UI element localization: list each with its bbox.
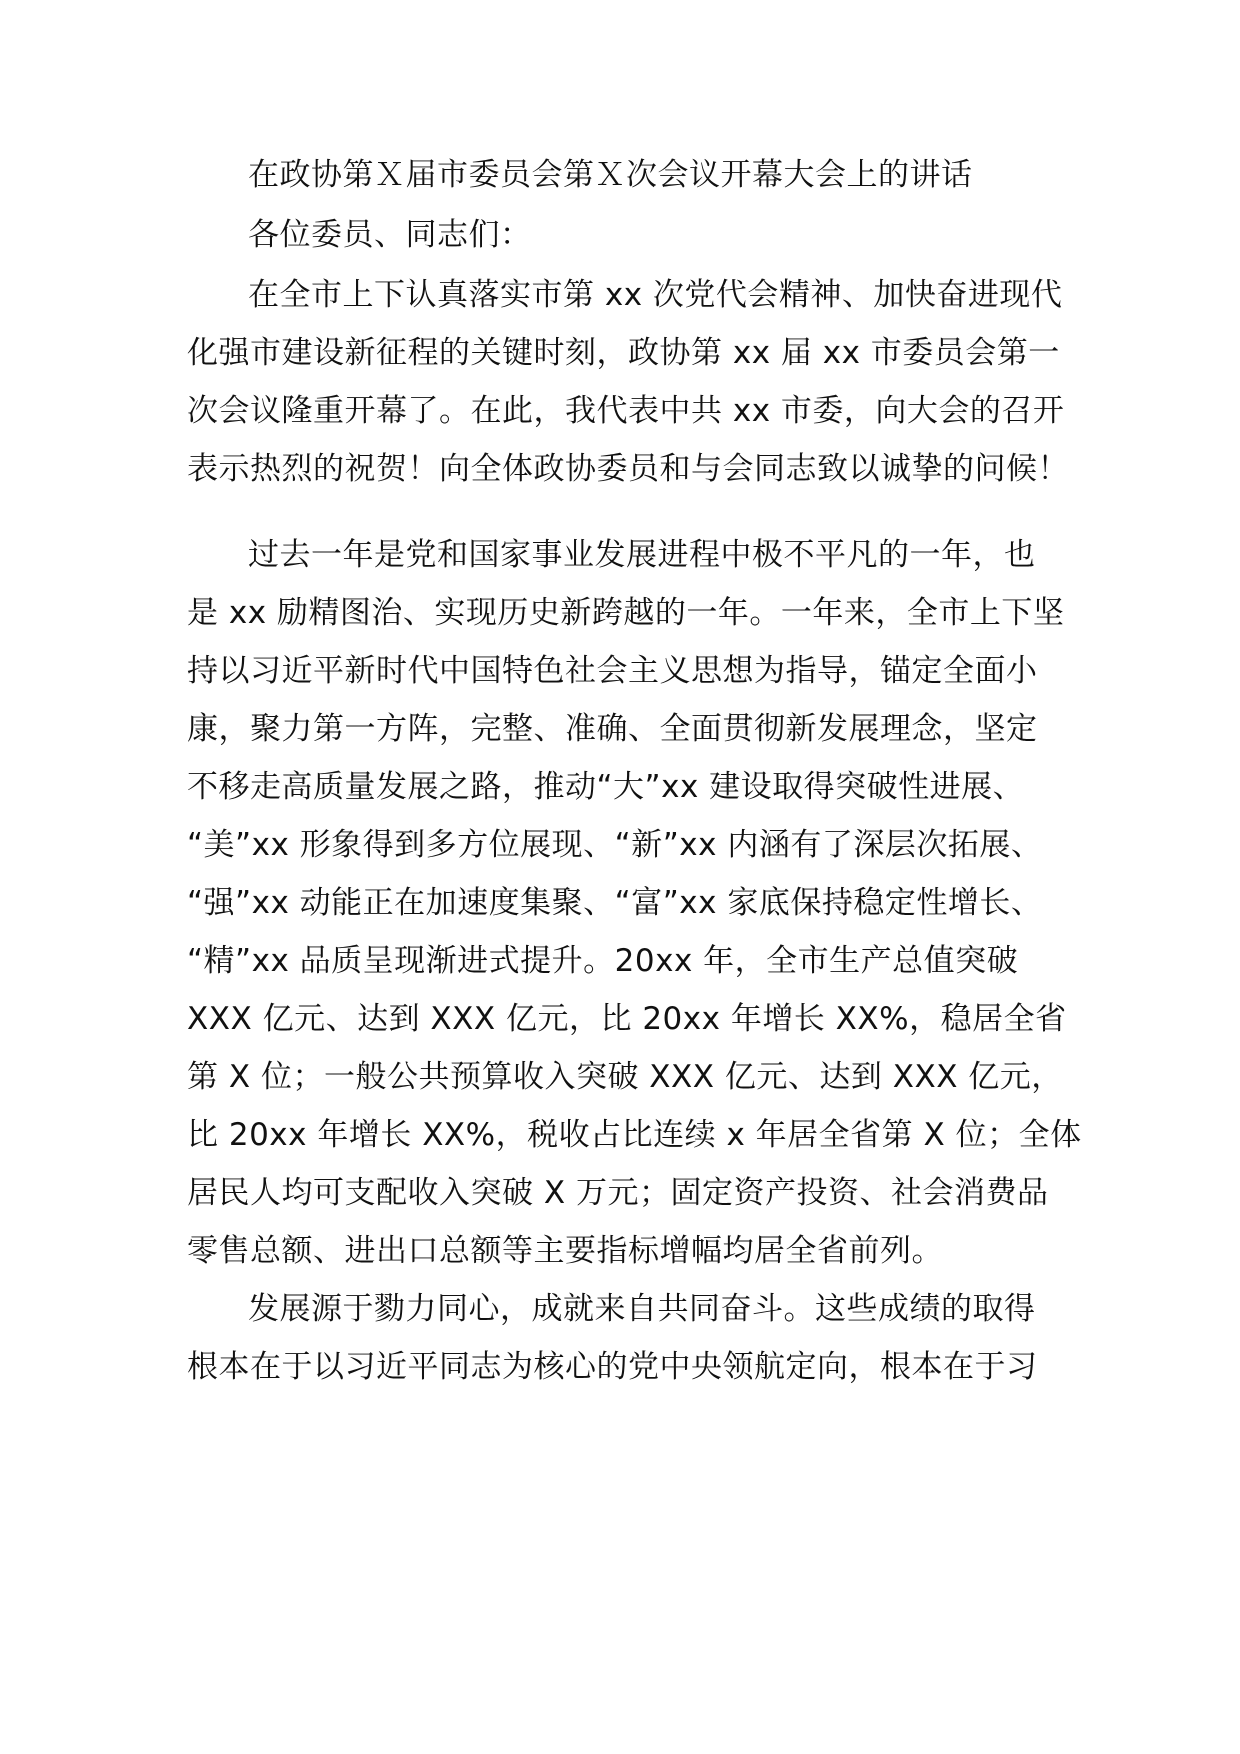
paragraph-2-line-6: “美”xx 形象得到多方位展现、“新”xx 内涵有了深层次拓展、	[187, 827, 1043, 863]
paragraph-2-line-2: 是 xx 励精图治、实现历史新跨越的一年。一年来，全市上下坚	[187, 595, 1065, 631]
paragraph-2-line-11: 比 20xx 年增长 XX%，税收占比连续 x 年居全省第 X 位；全体	[187, 1117, 1082, 1153]
paragraph-2-line-9: XXX 亿元、达到 XXX 亿元，比 20xx 年增长 XX%，稳居全省	[187, 1001, 1067, 1037]
paragraph-2-line-1: 过去一年是党和国家事业发展进程中极不平凡的一年，也	[248, 537, 1036, 573]
paragraph-2-line-4: 康，聚力第一方阵，完整、准确、全面贯彻新发展理念，坚定	[187, 711, 1038, 747]
document-title: 在政协第Ｘ届市委员会第Ｘ次会议开幕大会上的讲话	[248, 157, 973, 193]
paragraph-1-line-3: 次会议隆重开幕了。在此，我代表中共 xx 市委，向大会的召开	[187, 393, 1065, 429]
paragraph-2-line-12: 居民人均可支配收入突破 X 万元；固定资产投资、社会消费品	[187, 1175, 1049, 1211]
paragraph-2-line-7: “强”xx 动能正在加速度集聚、“富”xx 家底保持稳定性增长、	[187, 885, 1043, 921]
paragraph-3-line-2: 根本在于以习近平同志为核心的党中央领航定向，根本在于习	[187, 1349, 1038, 1385]
paragraph-2-line-10: 第 X 位；一般公共预算收入突破 XXX 亿元、达到 XXX 亿元，	[187, 1059, 1063, 1095]
paragraph-2-line-13: 零售总额、进出口总额等主要指标增幅均居全省前列。	[187, 1233, 943, 1269]
paragraph-1-line-4: 表示热烈的祝贺！向全体政协委员和与会同志致以诚挚的问候！	[187, 451, 1069, 487]
paragraph-2-line-5: 不移走高质量发展之路，推动“大”xx 建设取得突破性进展、	[187, 769, 1025, 805]
paragraph-1-line-1: 在全市上下认真落实市第 xx 次党代会精神、加快奋进现代	[248, 277, 1063, 313]
paragraph-2-line-8: “精”xx 品质呈现渐进式提升。20xx 年，全市生产总值突破	[187, 943, 1019, 979]
paragraph-2-line-3: 持以习近平新时代中国特色社会主义思想为指导，锚定全面小	[187, 653, 1038, 689]
salutation: 各位委员、同志们：	[248, 217, 532, 253]
paragraph-3-line-1: 发展源于勠力同心，成就来自共同奋斗。这些成绩的取得	[248, 1291, 1036, 1327]
paragraph-1-line-2: 化强市建设新征程的关键时刻，政协第 xx 届 xx 市委员会第一	[187, 335, 1060, 371]
